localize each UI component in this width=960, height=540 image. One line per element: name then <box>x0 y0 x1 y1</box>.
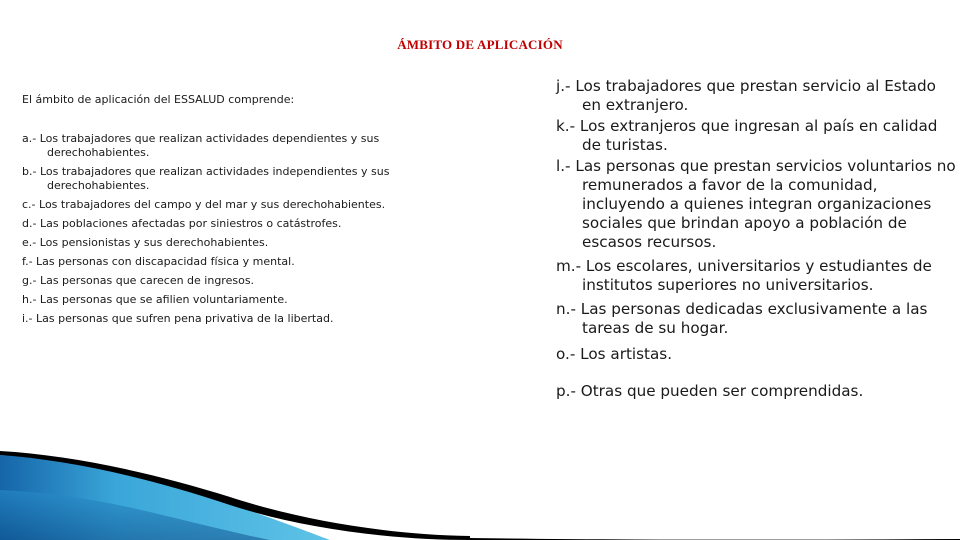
left-list <box>22 132 422 326</box>
list-item: b.- Los trabajadores que realizan actividades independientes y sus derechohabientes. <box>22 165 390 192</box>
list-item: f.- Las personas con discapacidad física y mental. <box>22 255 295 268</box>
list-item: c.- Los trabajadores del campo y del mar y sus derechohabientes. <box>22 198 386 211</box>
list-item: o.- Los artistas. <box>556 345 673 363</box>
wave-fill <box>0 455 330 540</box>
right-column <box>556 77 956 403</box>
list-item: e.- Los pensionistas y sus derechohabientes. <box>22 236 269 249</box>
list-item: n.- Las personas dedicadas exclusivamente a las tareas de su hogar. <box>556 300 928 337</box>
left-column <box>22 93 422 331</box>
list-item: a.- Los trabajadores que realizan actividades dependientes y sus derechohabientes. <box>22 132 380 159</box>
list-item: k.- Los extranjeros que ingresan al país en calidad de turistas. <box>556 117 938 154</box>
list-item: i.- Las personas que sufren pena privativa de la libertad. <box>22 312 334 325</box>
list-item: l.- Las personas que prestan servicios voluntarios no remunerados a favor de la comunidad, incluyendo a quienes integran organizaciones sociales que brindan apoyo a población de escasos recursos. <box>556 157 956 251</box>
right-list <box>556 77 956 401</box>
intro-text: El ámbito de aplicación del ESSALUD comprende: <box>22 93 295 106</box>
wave-shade <box>0 490 270 540</box>
list-item: j.- Los trabajadores que prestan servicio al Estado en extranjero. <box>556 77 936 114</box>
list-item: d.- Las poblaciones afectadas por siniestros o catástrofes. <box>22 217 342 230</box>
page-title: ÁMBITO DE APLICACIÓN <box>397 37 563 52</box>
list-item: p.- Otras que pueden ser comprendidas. <box>556 382 864 400</box>
list-item: h.- Las personas que se afilien voluntariamente. <box>22 293 288 306</box>
list-item: g.- Las personas que carecen de ingresos. <box>22 274 255 287</box>
wave-line-dark <box>0 451 470 540</box>
list-item: m.- Los escolares, universitarios y estudiantes de institutos superiores no universitarios. <box>556 257 932 294</box>
